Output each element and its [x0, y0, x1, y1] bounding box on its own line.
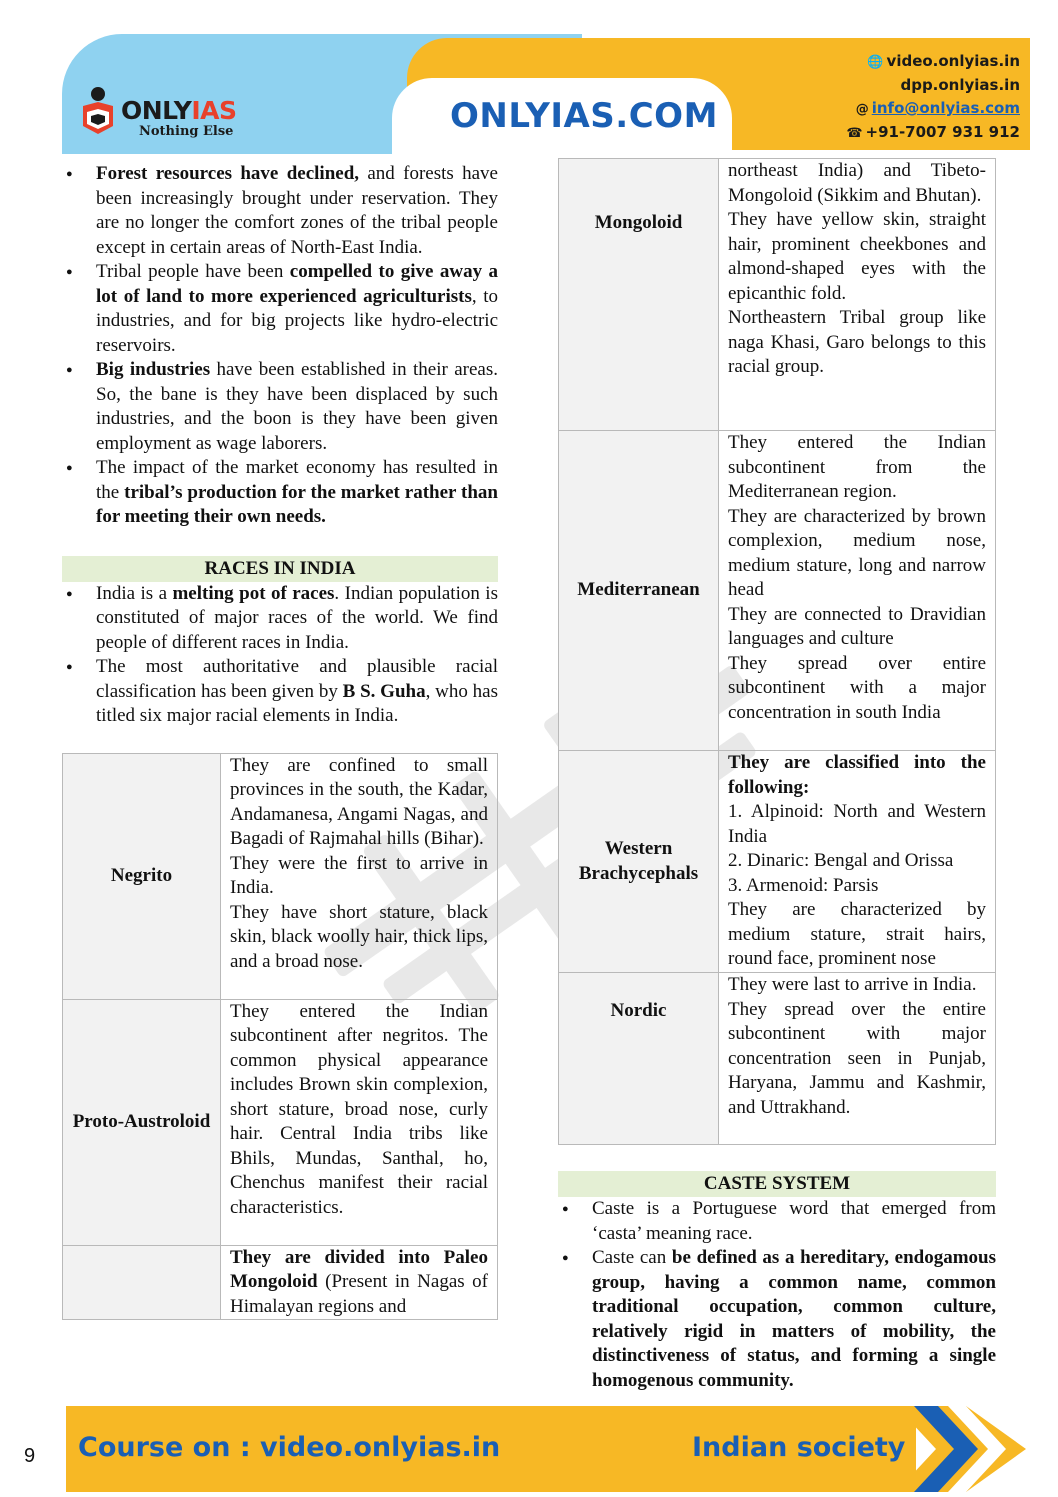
bullet-bold: be defined as a hereditary, endogamous group, having a common name, common traditional occupation, common culture, relatively rigid in matters of mobility, the distinctiveness of status, and forming a single homogenous community. [592, 1247, 997, 1391]
list-item [62, 655, 498, 729]
race-desc-paragraph: They spread over the entire subcontinent with major concentration seen in Punjab, Haryana, Jammu and Kashmir, and Uttrakhand. [728, 998, 986, 1118]
contact-email-link[interactable]: info@onlyias.com [871, 99, 1020, 117]
footer-subject: Indian society [692, 1432, 906, 1463]
contact-dpp-link[interactable]: dpp.onlyias.in [900, 76, 1020, 94]
bullet-text: Tribal people have been [96, 261, 290, 282]
logo-word-ias: IAS [191, 96, 237, 125]
race-name-cell: Mediterranean [559, 431, 719, 751]
contact-video-link[interactable]: video.onlyias.in [886, 52, 1020, 70]
race-desc-paragraph [728, 751, 986, 800]
bullet-text: The most authoritative and plausible racial classification has been given by [96, 656, 498, 702]
table-row [63, 753, 498, 999]
left-column [62, 162, 498, 1320]
race-desc-paragraph: They spread over entire subcontinent with a major concentration in south India [728, 652, 986, 723]
race-desc-cell [221, 1245, 498, 1320]
caste-heading: CASTE SYSTEM [558, 1171, 996, 1197]
globe-icon: 🌐 [867, 55, 884, 70]
site-title: ONLYIAS.COM [450, 96, 718, 136]
race-name-cell: Negrito [63, 753, 221, 999]
contact-video-line [846, 50, 1020, 74]
race-table-left [62, 753, 498, 1321]
race-desc-paragraph: 1. Alpinoid: North and Western India [728, 801, 986, 847]
race-desc-paragraph: They have yellow skin, straight hair, prominent cheekbones and almond-shaped eyes with the epicanthic fold. [728, 209, 986, 304]
races-heading: RACES IN INDIA [62, 556, 498, 582]
race-name-cell-empty [63, 1245, 221, 1320]
race-desc-paragraph: They are confined to small provinces in the south, the Kadar, Andamanesa, Angami Nagas, and Bagadi of Rajmahal hills (Bihar). [230, 754, 488, 849]
bullet-bold: B S. Guha [342, 680, 426, 702]
list-item [558, 1197, 996, 1246]
race-desc-paragraph: They were the first to arrive in India. [230, 852, 488, 898]
bullet-text: Caste is a Portuguese word that emerged from ‘casta’ meaning race. [592, 1198, 996, 1244]
contact-dpp-line [846, 74, 1020, 97]
page-footer [66, 1406, 1026, 1492]
race-name-cell: Western Brachycephals [559, 751, 719, 973]
list-item [62, 456, 498, 530]
bullet-bold: tribal’s production for the market rather than for meeting their own needs. [96, 481, 498, 527]
bullet-text: and forests have been increasingly brought under reservation. They are no longer the comfort zones of the tribal people except in certain areas of North-East India. [96, 163, 498, 258]
race-desc-paragraph: They are characterized by medium stature, strait hairs, round face, prominent nose [728, 899, 986, 969]
table-row [559, 973, 996, 1145]
bullet-text: have been established in their areas. So, the bane is they have been displaced by such industries, and the boon is they have been given employment as wage laborers. [96, 359, 498, 454]
race-desc-cell [221, 753, 498, 999]
logo-tagline: Nothing Else [139, 124, 234, 139]
table-row [63, 999, 498, 1245]
chevron-right-icon [896, 1406, 1026, 1492]
race-desc-cell [719, 751, 996, 973]
contact-email-line [846, 97, 1020, 121]
bullet-text: , who has titled six major racial elements in India. [96, 680, 498, 726]
bullet-text: India is a [96, 582, 173, 604]
list-item [62, 162, 498, 260]
list-item [62, 582, 498, 656]
logo-word-only: ONLY [121, 96, 192, 125]
bullet-bold: melting pot of races [172, 582, 335, 604]
race-desc-paragraph: They entered the Indian subcontinent after negritos. The common physical appearance includes Brown skin complexion, short stature, broad nose, curly hair. Central India tribs like Bhils, Mundas, Santhal, ho, Chenchus manifest their racial characteristics. [230, 1000, 488, 1218]
race-desc-cell [719, 431, 996, 751]
page-number: 9 [24, 1445, 36, 1467]
race-desc-paragraph: Northeastern Tribal group like naga Khasi, Garo belongs to this racial group. [728, 307, 986, 377]
footer-course-link[interactable]: Course on : video.onlyias.in [78, 1432, 501, 1463]
race-desc-paragraph: northeast India) and Tibeto-Mongoloid (Sikkim and Bhutan). [728, 160, 986, 206]
tribal-impact-list [62, 162, 498, 530]
race-desc-cell [719, 159, 996, 431]
race-desc-paragraph: They were last to arrive in India. [728, 974, 977, 995]
bullet-text: . Indian population is constituted of major races of the world. We find people of different races in India. [96, 582, 498, 653]
race-name-cell: Proto-Austroloid [63, 999, 221, 1245]
race-desc-text: (Present in Nagas of Himalayan regions and [230, 1271, 488, 1317]
list-item [62, 358, 498, 456]
races-list [62, 582, 498, 729]
table-row [559, 159, 996, 431]
race-desc-bold: They are divided into Paleo Mongoloid [230, 1246, 488, 1292]
list-item [558, 1246, 996, 1393]
race-desc-bold: They are classified into the following: [728, 752, 986, 798]
bullet-bold: Big industries [96, 359, 211, 380]
race-table-right [558, 158, 996, 1145]
race-desc-paragraph: They are connected to Dravidian languages and culture [728, 603, 986, 649]
race-desc-paragraph: They are characterized by brown complexion, medium nose, medium stature, long and narrow head [728, 505, 986, 600]
bullet-text: The impact of the market economy has resulted in the [96, 457, 498, 503]
phone-icon: ☎ [846, 126, 863, 141]
table-row [63, 1245, 498, 1320]
race-name-cell: Nordic [559, 973, 719, 1145]
race-desc-cell [719, 973, 996, 1145]
logo-emblem-icon [77, 84, 119, 138]
race-desc-paragraph [230, 1246, 488, 1320]
bullet-bold: compelled to give away a lot of land to more experienced agriculturists [96, 261, 498, 307]
contact-phone: +91-7007 931 912 [865, 123, 1020, 141]
table-row [559, 431, 996, 751]
logo-wordmark [121, 96, 236, 125]
caste-list [558, 1197, 996, 1393]
right-column [558, 158, 996, 1393]
bullet-bold: Forest resources have declined, [96, 163, 360, 184]
race-desc-paragraph: 3. Armenoid: Parsis [728, 874, 879, 896]
contact-phone-line [846, 121, 1020, 145]
brand-logo [77, 84, 247, 146]
bullet-text: , to industries, and for big projects like hydro-electric reservoirs. [96, 285, 498, 356]
bullet-text: Caste can [592, 1247, 672, 1268]
race-desc-cell [221, 999, 498, 1245]
race-desc-paragraph: They entered the Indian subcontinent from the Mediterranean region. [728, 432, 986, 502]
race-name-cell: Mongoloid [559, 159, 719, 431]
page-header [62, 28, 1030, 154]
email-icon: @ [855, 102, 869, 117]
race-desc-paragraph: They have short stature, black skin, black woolly hair, thick lips, and a broad nose. [230, 901, 488, 972]
table-row [559, 751, 996, 973]
list-item [62, 260, 498, 358]
race-desc-paragraph: 2. Dinaric: Bengal and Orissa [728, 850, 954, 871]
contact-block [846, 50, 1020, 145]
